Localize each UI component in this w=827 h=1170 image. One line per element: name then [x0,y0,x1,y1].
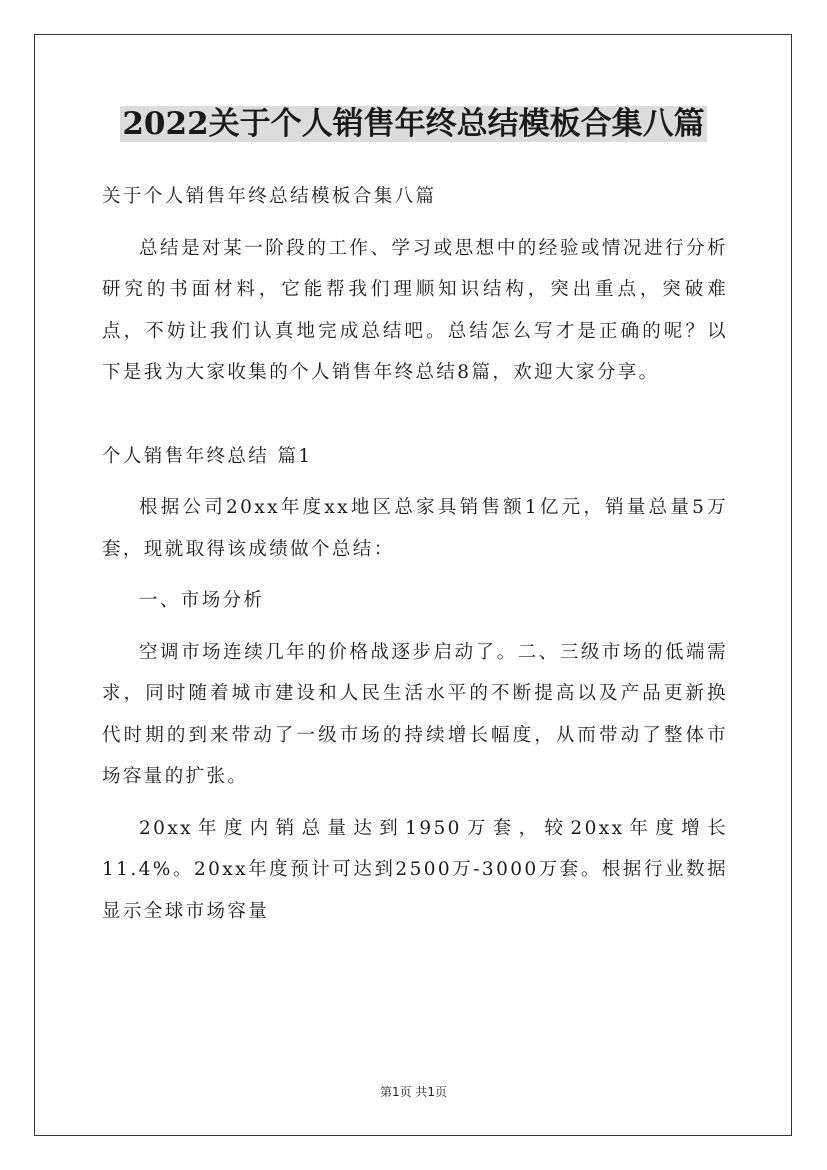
subtitle-paragraph: 关于个人销售年终总结模板合集八篇 [102,186,437,207]
body-paragraph: 空调市场连续几年的价格战逐步启动了。二、三级市场的低端需求，同时随着城市建设和人民生活水平的不断提高以及产品更新换代时期的到来带动了一级市场的持续增长幅度，从而带动了整体市场容量的扩张。 [102,641,728,787]
body-paragraph: 根据公司20xx年度xx地区总家具销售额1亿元，销量总量5万套，现就取得该成绩做个总结： [102,497,728,560]
document-title [0,104,827,144]
document-title-text: 2022关于个人销售年终总结模板合集八篇 [122,106,705,142]
body-paragraph: 20xx年度内销总量达到1950万套，较20xx年度增长11.4%。20xx年度预计可达到2500万-3000万套。根据行业数据显示全球市场容量 [102,817,728,922]
intro-paragraph: 总结是对某一阶段的工作、学习或思想中的经验或情况进行分析研究的书面材料，它能帮我们理顺知识结构，突出重点，突破难点，不妨让我们认真地完成总结吧。总结怎么写才是正确的呢？以下是我为大家收集的个人销售年终总结8篇，欢迎大家分享。 [102,237,728,383]
document-body [102,176,728,932]
section-heading: 个人销售年终总结 篇1 [102,445,313,467]
page-footer: 第1页 共1页 [379,1085,448,1099]
subsection-heading: 一、市场分析 [139,590,265,611]
